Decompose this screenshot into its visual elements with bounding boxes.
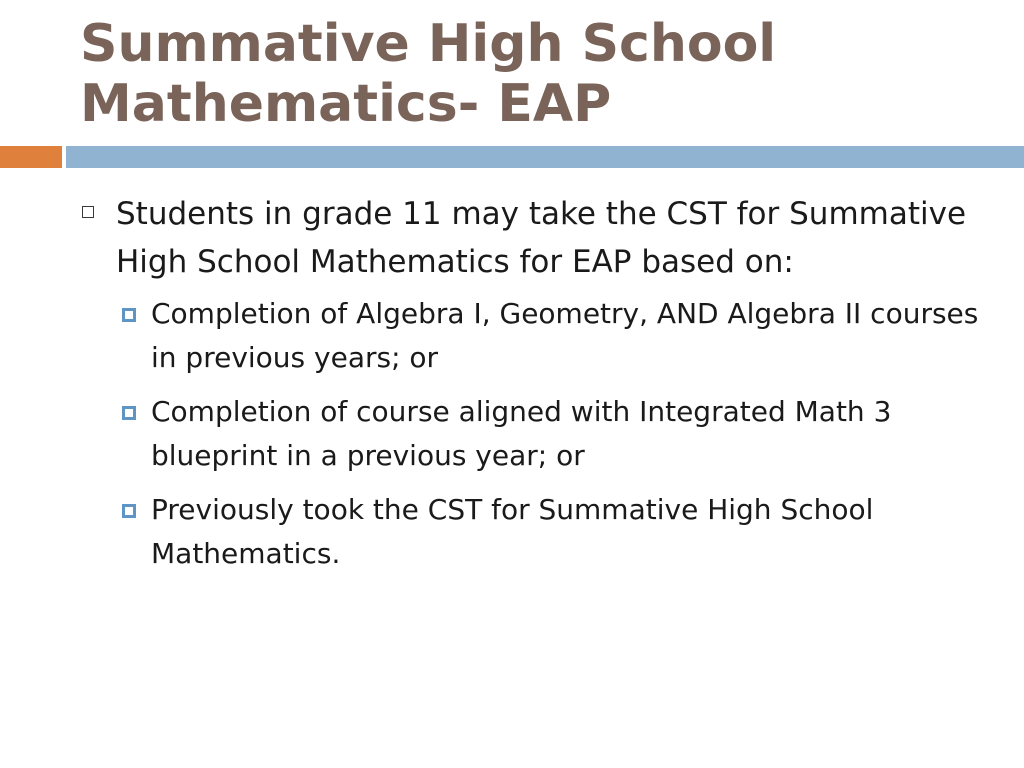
sub-bullet-text: Completion of Algebra I, Geometry, AND Algebra II courses in previous years; or xyxy=(151,297,979,374)
title-accent-bar-blue xyxy=(66,146,1024,168)
sub-bullet-item xyxy=(116,390,980,478)
blue-square-icon xyxy=(122,406,136,420)
sub-bullet-item xyxy=(116,292,980,380)
blue-square-icon xyxy=(122,308,136,322)
title-accent-bar-orange xyxy=(0,146,62,168)
sub-bullet-list xyxy=(80,292,980,576)
blue-square-icon xyxy=(122,504,136,518)
bullet-text: Students in grade 11 may take the CST for Summative High School Mathematics for EAP based on: xyxy=(116,196,967,280)
sub-bullet-item xyxy=(116,488,980,576)
slide-body xyxy=(80,190,980,586)
slide-title: Summative High School Mathematics- EAP xyxy=(80,14,777,134)
bullet-item xyxy=(80,190,980,286)
hollow-square-icon xyxy=(82,206,94,218)
sub-bullet-text: Previously took the CST for Summative High School Mathematics. xyxy=(151,493,874,570)
sub-bullet-text: Completion of course aligned with Integrated Math 3 blueprint in a previous year; or xyxy=(151,395,892,472)
